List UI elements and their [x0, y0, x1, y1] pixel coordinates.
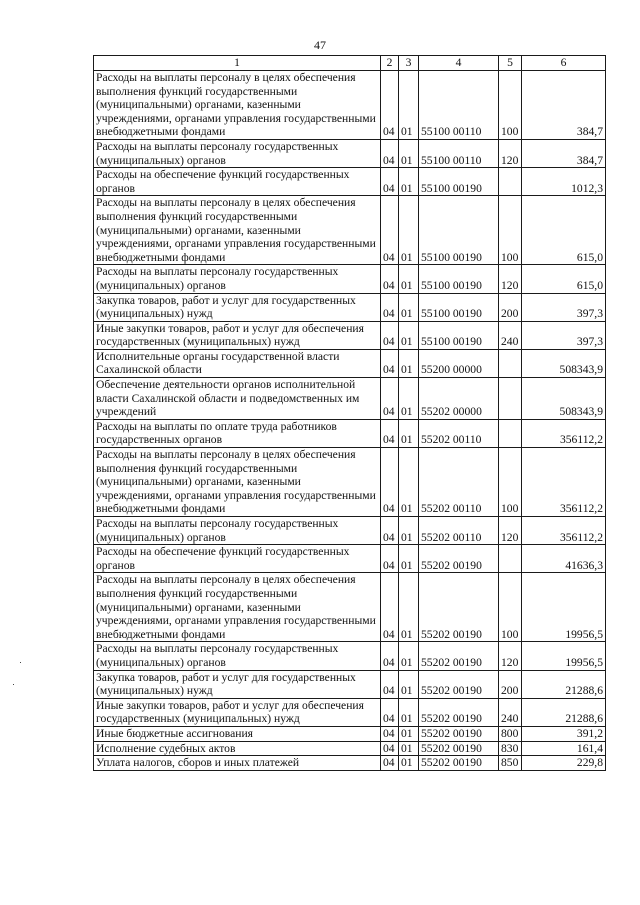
row-subsection: 01	[399, 378, 419, 420]
row-subsection: 01	[399, 670, 419, 698]
row-section: 04	[381, 378, 399, 420]
table-row	[94, 642, 606, 670]
row-section: 04	[381, 265, 399, 293]
row-section: 04	[381, 168, 399, 196]
row-target-article: 55200 00000	[419, 349, 499, 377]
row-amount: 356112,2	[522, 448, 606, 517]
row-amount: 384,7	[522, 71, 606, 140]
row-section: 04	[381, 698, 399, 726]
row-subsection: 01	[399, 517, 419, 545]
header-row	[94, 56, 606, 71]
row-target-article: 55100 00190	[419, 265, 499, 293]
table-row	[94, 741, 606, 756]
row-subsection: 01	[399, 419, 419, 447]
row-description: Расходы на выплаты персоналу государственных (муниципальных) органов	[94, 265, 381, 293]
row-subsection: 01	[399, 265, 419, 293]
row-target-article: 55202 00190	[419, 741, 499, 756]
row-description: Исполнительные органы государственной власти Сахалинской области	[94, 349, 381, 377]
table-row	[94, 419, 606, 447]
row-expense-type: 100	[499, 196, 522, 265]
row-expense-type: 100	[499, 573, 522, 642]
table-row	[94, 293, 606, 321]
row-description: Расходы на выплаты персоналу в целях обеспечения выполнения функций государственными (муниципальными) органами, казенными учреждениями, органами управления государственными внебюджетными фондами	[94, 196, 381, 265]
header-col-5: 5	[499, 56, 522, 71]
row-amount: 356112,2	[522, 517, 606, 545]
table-header	[94, 56, 606, 71]
row-section: 04	[381, 741, 399, 756]
row-expense-type	[499, 168, 522, 196]
row-expense-type: 100	[499, 448, 522, 517]
row-target-article: 55100 00190	[419, 321, 499, 349]
row-subsection: 01	[399, 756, 419, 771]
row-subsection: 01	[399, 698, 419, 726]
row-subsection: 01	[399, 642, 419, 670]
header-col-6: 6	[522, 56, 606, 71]
row-expense-type: 120	[499, 517, 522, 545]
row-description: Расходы на выплаты по оплате труда работников государственных органов	[94, 419, 381, 447]
row-description: Расходы на выплаты персоналу государственных (муниципальных) органов	[94, 139, 381, 167]
row-target-article: 55100 00190	[419, 293, 499, 321]
row-section: 04	[381, 419, 399, 447]
table-row	[94, 726, 606, 741]
row-description: Иные закупки товаров, работ и услуг для обеспечения государственных (муниципальных) нужд	[94, 321, 381, 349]
scan-mark	[20, 662, 21, 663]
page-number: 47	[314, 38, 326, 52]
table-row	[94, 756, 606, 771]
row-expense-type: 200	[499, 670, 522, 698]
row-target-article: 55202 00190	[419, 573, 499, 642]
row-target-article: 55202 00190	[419, 698, 499, 726]
row-subsection: 01	[399, 71, 419, 140]
row-amount: 384,7	[522, 139, 606, 167]
row-description: Закупка товаров, работ и услуг для государственных (муниципальных) нужд	[94, 293, 381, 321]
row-amount: 21288,6	[522, 670, 606, 698]
row-expense-type	[499, 349, 522, 377]
row-section: 04	[381, 196, 399, 265]
row-target-article: 55202 00000	[419, 378, 499, 420]
row-target-article: 55202 00190	[419, 642, 499, 670]
row-subsection: 01	[399, 293, 419, 321]
row-description: Обеспечение деятельности органов исполнительной власти Сахалинской области и подведомственных им учреждений	[94, 378, 381, 420]
row-expense-type	[499, 378, 522, 420]
table-row	[94, 139, 606, 167]
row-description: Расходы на выплаты персоналу государственных (муниципальных) органов	[94, 517, 381, 545]
row-description: Уплата налогов, сборов и иных платежей	[94, 756, 381, 771]
row-target-article: 55202 00110	[419, 517, 499, 545]
row-subsection: 01	[399, 321, 419, 349]
budget-table	[93, 55, 606, 771]
table-row	[94, 349, 606, 377]
row-amount: 356112,2	[522, 419, 606, 447]
row-description: Расходы на выплаты персоналу в целях обеспечения выполнения функций государственными (муниципальными) органами, казенными учреждениями, органами управления государственными внебюджетными фондами	[94, 448, 381, 517]
row-subsection: 01	[399, 448, 419, 517]
row-section: 04	[381, 545, 399, 573]
row-description: Иные бюджетные ассигнования	[94, 726, 381, 741]
row-section: 04	[381, 517, 399, 545]
row-amount: 21288,6	[522, 698, 606, 726]
row-expense-type: 800	[499, 726, 522, 741]
table-row	[94, 321, 606, 349]
row-target-article: 55100 00110	[419, 71, 499, 140]
row-expense-type: 830	[499, 741, 522, 756]
row-expense-type: 200	[499, 293, 522, 321]
row-expense-type: 240	[499, 698, 522, 726]
row-expense-type	[499, 419, 522, 447]
table-row	[94, 448, 606, 517]
table-row	[94, 378, 606, 420]
row-target-article: 55202 00190	[419, 670, 499, 698]
row-description: Расходы на выплаты персоналу в целях обеспечения выполнения функций государственными (муниципальными) органами, казенными учреждениями, органами управления государственными внебюджетными фондами	[94, 71, 381, 140]
header-col-1: 1	[94, 56, 381, 71]
table-row	[94, 168, 606, 196]
table-row	[94, 670, 606, 698]
row-subsection: 01	[399, 741, 419, 756]
row-subsection: 01	[399, 139, 419, 167]
row-expense-type: 240	[499, 321, 522, 349]
row-section: 04	[381, 756, 399, 771]
row-amount: 19956,5	[522, 642, 606, 670]
row-subsection: 01	[399, 726, 419, 741]
row-description: Исполнение судебных актов	[94, 741, 381, 756]
row-amount: 19956,5	[522, 573, 606, 642]
row-expense-type: 120	[499, 139, 522, 167]
row-description: Расходы на обеспечение функций государственных органов	[94, 545, 381, 573]
row-section: 04	[381, 139, 399, 167]
row-section: 04	[381, 726, 399, 741]
row-section: 04	[381, 670, 399, 698]
row-expense-type: 850	[499, 756, 522, 771]
row-target-article: 55202 00190	[419, 545, 499, 573]
header-col-4: 4	[419, 56, 499, 71]
row-amount: 615,0	[522, 196, 606, 265]
row-subsection: 01	[399, 168, 419, 196]
row-expense-type: 120	[499, 265, 522, 293]
table-row	[94, 545, 606, 573]
row-target-article: 55100 00190	[419, 196, 499, 265]
table-row	[94, 71, 606, 140]
row-target-article: 55100 00190	[419, 168, 499, 196]
row-amount: 161,4	[522, 741, 606, 756]
row-description: Расходы на обеспечение функций государственных органов	[94, 168, 381, 196]
row-subsection: 01	[399, 545, 419, 573]
row-amount: 1012,3	[522, 168, 606, 196]
row-target-article: 55202 00190	[419, 726, 499, 741]
row-amount: 508343,9	[522, 349, 606, 377]
row-target-article: 55202 00110	[419, 448, 499, 517]
row-amount: 229,8	[522, 756, 606, 771]
row-description: Расходы на выплаты персоналу в целях обеспечения выполнения функций государственными (муниципальными) органами, казенными учреждениями, органами управления государственными внебюджетными фондами	[94, 573, 381, 642]
table-row	[94, 517, 606, 545]
row-section: 04	[381, 573, 399, 642]
row-amount: 397,3	[522, 293, 606, 321]
row-subsection: 01	[399, 573, 419, 642]
row-subsection: 01	[399, 196, 419, 265]
row-target-article: 55202 00190	[419, 756, 499, 771]
row-amount: 508343,9	[522, 378, 606, 420]
row-section: 04	[381, 349, 399, 377]
row-description: Иные закупки товаров, работ и услуг для обеспечения государственных (муниципальных) нужд	[94, 698, 381, 726]
table-row	[94, 573, 606, 642]
table-row	[94, 698, 606, 726]
row-target-article: 55100 00110	[419, 139, 499, 167]
row-amount: 391,2	[522, 726, 606, 741]
row-section: 04	[381, 293, 399, 321]
row-expense-type	[499, 545, 522, 573]
header-col-3: 3	[399, 56, 419, 71]
table-body	[94, 71, 606, 771]
row-section: 04	[381, 71, 399, 140]
table-row	[94, 265, 606, 293]
row-expense-type: 100	[499, 71, 522, 140]
row-subsection: 01	[399, 349, 419, 377]
row-description: Закупка товаров, работ и услуг для государственных (муниципальных) нужд	[94, 670, 381, 698]
row-amount: 41636,3	[522, 545, 606, 573]
row-amount: 615,0	[522, 265, 606, 293]
row-expense-type: 120	[499, 642, 522, 670]
row-section: 04	[381, 448, 399, 517]
row-amount: 397,3	[522, 321, 606, 349]
header-col-2: 2	[381, 56, 399, 71]
row-target-article: 55202 00110	[419, 419, 499, 447]
row-description: Расходы на выплаты персоналу государственных (муниципальных) органов	[94, 642, 381, 670]
scan-mark	[13, 684, 14, 685]
table-row	[94, 196, 606, 265]
row-section: 04	[381, 321, 399, 349]
row-section: 04	[381, 642, 399, 670]
